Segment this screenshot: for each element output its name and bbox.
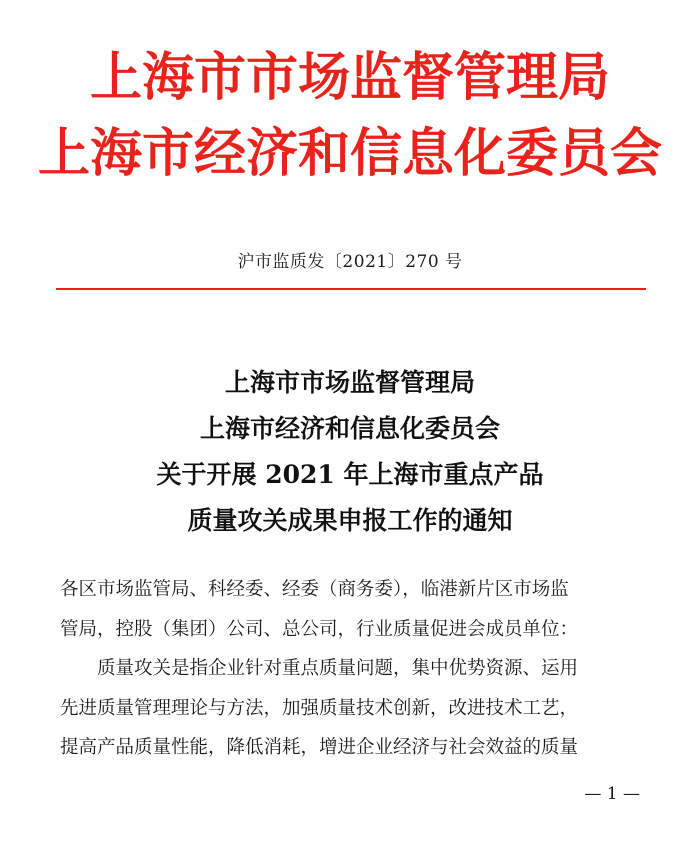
- addressee-line: 管局，控股（集团）公司、总公司，行业质量促进会成员单位：: [60, 618, 579, 640]
- red-separator-line: [56, 288, 646, 290]
- paragraph-line: 质量攻关是指企业针对重点质量问题，集中优势资源、运用: [97, 658, 579, 679]
- issuer-name-economy-informatization: 上海市经济和信息化委员会: [37, 123, 662, 184]
- paragraph-line: 提高产品质量性能，降低消耗，增进企业经济与社会效益的质量: [60, 737, 579, 758]
- document-number: 沪市监质发〔2021〕270 号: [237, 252, 463, 272]
- page-number: — 1 —: [584, 784, 640, 804]
- notice-body: [60, 570, 648, 768]
- issuer-name-market-supervision: 上海市市场监督管理局: [89, 47, 610, 108]
- notice-title-line: 上海市经济和信息化委员会: [199, 414, 500, 443]
- notice-title-line: 质量攻关成果申报工作的通知: [187, 506, 513, 535]
- paragraph-line: 先进质量管理理论与方法，加强质量技术创新，改进技术工艺，: [60, 697, 579, 719]
- addressee-line: 各区市场监管局、科经委、经委（商务委），临港新片区市场监: [60, 579, 569, 600]
- notice-title: [0, 360, 700, 544]
- notice-title-line: 上海市市场监督管理局: [224, 368, 475, 397]
- notice-title-line: 关于开展 2021 年上海市重点产品: [156, 460, 544, 489]
